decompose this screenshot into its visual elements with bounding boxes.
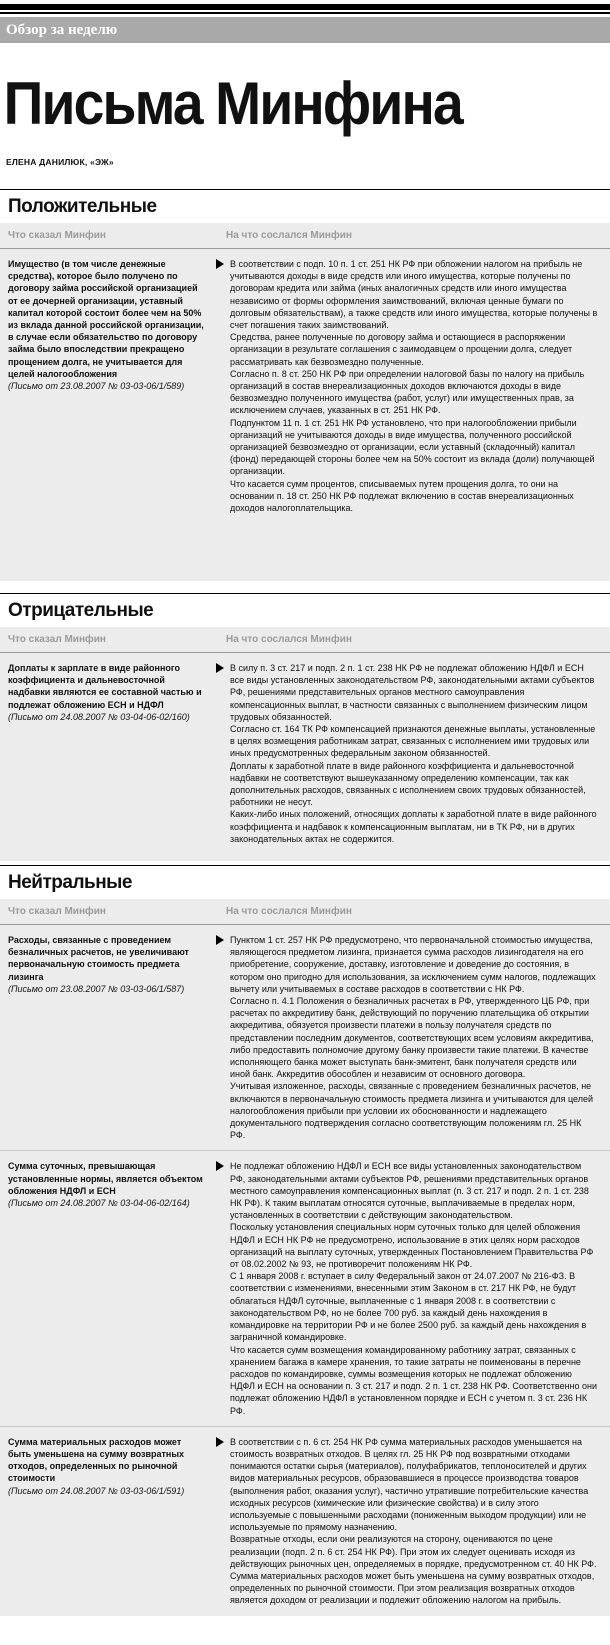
reference-paragraph: Доплаты к заработной плате в виде районного коэффициента и дальневосточной надбавки не соответствуют вышеуказанному определению компенсации, так как дополнительных расходов, связанных с исполнением своих трудовых обязанностей, работники не несут. — [230, 760, 586, 808]
entry-source: (Письмо от 24.08.2007 № 03-04-06-02/160) — [8, 711, 190, 722]
entry-summary — [0, 1436, 214, 1607]
section-negative — [0, 593, 610, 861]
column-headers — [0, 223, 610, 249]
reference-paragraph: В соответствии с п. 6 ст. 254 НК РФ сумма материальных расходов уменьшается на стоимость возвратных отходов. В целях гл. 25 НК РФ под возвратными отходами понимаются остатки сырья (материалов), полуфабрикатов, теплоносителей и других видов материальных ресурсов, образовавшиеся в процессе производства товаров (выполнения работ, оказания услуг), частично утратившие потребительские качества исходных ресурсов (химические или физические свойства) и в силу этого используемые с повышенными расходами (пониженным выходом продукции) или не используемые по прямому назначению. — [230, 1436, 589, 1533]
column-header-left: Что сказал Минфин — [8, 906, 106, 917]
arrow-right-icon — [216, 1437, 224, 1447]
reference-paragraph: Средства, ранее полученные по договору займа и остающиеся в распоряжении организации в результате соглашения с заимодавцем о прощении долга, следует рассматривать как безвозмездно полученные. — [230, 332, 573, 367]
column-headers — [0, 627, 610, 653]
reference-paragraph: Согласно п. 4.1 Положения о безналичных расчетах в РФ, утвержденного ЦБ РФ, при расчетах по аккредитиву банк, действующий по поручению плательщика об открытии аккредитива, обязуется произвести платежи в пользу получателя средств по представлении последним документов, соответствующих всем условиям аккредитива, либо предоставить полномочие другому банку произвести такие платежи. В качестве исполняющего банка может выступать банк-эмитент, банк получателя средств или иной банк. Аккредитив обособлен и независим от основного договора. — [230, 996, 594, 1080]
byline: ЕЛЕНА ДАНИЛЮК, «ЭЖ» — [6, 157, 114, 167]
arrow-right-icon — [216, 259, 224, 269]
arrow-right-icon — [216, 935, 224, 945]
column-header-left: Что сказал Минфин — [8, 230, 106, 241]
section-neutral — [0, 865, 610, 1616]
section-gap — [0, 581, 610, 593]
reference-paragraph: Согласно ст. 164 ТК РФ компенсацией признаются денежные выплаты, установленные в целях возмещения работникам затрат, связанных с исполнением ими трудовых или иных предусмотренных федеральным законом обязанностей. — [230, 724, 596, 759]
rubric-bar: Обзор за неделю — [0, 17, 610, 43]
entry-source: (Письмо от 23.08.2007 № 03-03-06/1/587) — [8, 983, 185, 994]
letter-entry — [0, 925, 610, 1151]
reference-paragraph: Учитывая изложенное, расходы, связанные с проведением безналичных расчетов, не включаются в первоначальную стоимость предмета лизинга и учитываются для целей налогообложения прибыли при условии их обоснованности и надлежащего документального подтверждения согласно соответствующим положениям гл. 25 НК РФ. — [230, 1081, 594, 1141]
reference-paragraph: В соответствии с подп. 10 п. 1 ст. 251 НК РФ при обложении налогом на прибыль не учитываются доходы в виде средств или иного имущества, которые получены по договорам кредита или займа (иных аналогичных средств или иного имущества независимо от формы оформления заимствований, включая ценные бумаги по долговым обязательствам), а также средств или иного имущества, которые получены в счет погашения таких заимствований. — [230, 259, 598, 331]
entry-reference — [214, 1436, 610, 1607]
reference-paragraph: Возвратные отходы, если они реализуются на сторону, оцениваются по цене реализации (подп. 2 п. 6 ст. 254 НК РФ). При этом их следует оценивать исходя из действующих рыночных цен, определяемых в порядке, предусмотренном ст. 40 НК РФ. — [230, 1534, 597, 1569]
entry-summary — [0, 934, 214, 1141]
reference-paragraph: Пунктом 1 ст. 257 НК РФ предусмотрено, что первоначальной стоимостью имущества, являющегося предметом лизинга, признается сумма расходов лизингодателя на его приобретение, сооружение, доставку, изготовление и доведение до состояния, в котором оно пригодно для использования, за исключением сумм налогов, подлежащих вычету или учитываемых в составе расходов в соответствии с НК РФ. — [230, 935, 596, 994]
reference-paragraph: Что касается сумм возмещения командированному работнику затрат, связанных с хранением багажа в камере хранения, то такие затраты не поименованы в перечне расходов по командировке, суммы возмещения которых не подлежат обложению НДФЛ и ЕСН на основании п. 3 ст. 217 и подп. 2 п. 1 ст. 238 НК РФ. Соответственно они подлежат обложению НДФЛ в установленном порядке и ЕСН с учетом п. 3 ст. 236 НК РФ. — [230, 1344, 598, 1416]
column-header-right: На что сослался Минфин — [226, 634, 352, 645]
section-positive — [0, 189, 610, 581]
top-rule-thin — [0, 12, 610, 14]
reference-paragraph: Согласно п. 8 ст. 250 НК РФ при определении налоговой базы по налогу на прибыль организаций в состав внереализационных доходов включаются доходы в виде безвозмездно полученного имущества (работ, услуг) или имущественных прав, за исключением случаев, указанных в ст. 251 НК РФ. — [230, 368, 585, 416]
column-header-right: На что сослался Минфин — [226, 906, 352, 917]
entry-reference — [214, 934, 610, 1141]
column-headers — [0, 899, 610, 925]
entry-claim: Доплаты к зарплате в виде районного коэффициента и дальневосточной надбавки являются ее составной частью и подлежат обложению ЕСН и НДФЛ — [8, 663, 202, 710]
section-body — [0, 899, 610, 1616]
section-title: Нейтральные — [0, 865, 610, 899]
letter-entry — [0, 1151, 610, 1426]
entry-summary — [0, 258, 214, 514]
entry-claim: Расходы, связанные с проведением безналичных расчетов, не увеличивают первоначальную стоимость предмета лизинга — [8, 935, 189, 982]
column-header-left: Что сказал Минфин — [8, 634, 106, 645]
entry-claim: Имущество (в том числе денежные средства), которое было получено по договору займа российской организацией от ее дочерней организации, уставный капитал которой состоит более чем на 50% из вклада данной российской организации, в случае если обязательство по договору займа было впоследствии прекращено прощением долга, не учитывается для целей налогообложения — [8, 259, 204, 379]
section-title: Отрицательные — [0, 593, 610, 627]
reference-paragraph: Поскольку установления специальных норм суточных только для целей обложения НДФЛ и ЕСН НК РФ не предусмотрено, использование в этих целях норм расходов организаций на выплату суточных, утвержденных Постановлением Правительства РФ от 08.02.2002 № 93, не противоречит положениям НК РФ. — [230, 1222, 594, 1270]
entry-claim: Сумма материальных расходов может быть уменьшена на сумму возвратных отходов, определенных по рыночной стоимости — [8, 1436, 185, 1484]
section-body — [0, 627, 610, 861]
entry-reference — [214, 1160, 610, 1416]
section-title: Положительные — [0, 189, 610, 223]
reference-paragraph: Каких-либо иных положений, относящих доплаты к заработной плате в виде районного коэффициента и надбавок к компенсационным выплатам, ни в ТК РФ, ни в других законодательных актах не содержится. — [230, 809, 597, 844]
entry-reference — [214, 662, 610, 845]
reference-paragraph: Подпунктом 11 п. 1 ст. 251 НК РФ установлено, что при налогообложении прибыли организаций не учитываются доходы в виде имущества, полученного российской организацией безвозмездно от организации, если уставный (складочный) капитал (фонд) передающей стороны более чем на 50% состоит из вклада (доли) получающей организации. — [230, 417, 595, 477]
entry-source: (Письмо от 24.08.2007 № 03-03-06/1/591) — [8, 1485, 185, 1496]
letter-entry — [0, 249, 610, 523]
entry-claim: Сумма суточных, превышающая установленные нормы, является объектом обложения НДФЛ и ЕСН — [8, 1161, 203, 1196]
page-title: Письма Минфина — [3, 70, 462, 137]
column-header-right: На что сослался Минфин — [226, 230, 352, 241]
top-rule — [0, 4, 610, 10]
reference-paragraph: Что касается сумм процентов, списываемых путем прощения долга, то они на основании п. 18 ст. 250 НК РФ подлежат включению в состав внереализационных доходов налогоплательщика. — [230, 478, 574, 514]
reference-paragraph: Не подлежат обложению НДФЛ и ЕСН все виды установленных законодательством РФ, законодательными актами субъектов РФ, решениями представительных органов местного самоуправления компенсационных выплат (п. 3 ст. 217 и подп. 2 п. 1 ст. 238 НК РФ). К таким выплатам относятся суточные, выплачиваемые в пределах норм, установленных в соответствии с действующим законодательством. — [230, 1161, 589, 1221]
entry-source: (Письмо от 24.08.2007 № 03-04-06-02/164) — [8, 1198, 190, 1209]
entry-source: (Письмо от 23.08.2007 № 03-03-06/1/589) — [8, 381, 185, 392]
letter-entry — [0, 1427, 610, 1616]
reference-paragraph: С 1 января 2008 г. вступает в силу Федеральный закон от 24.07.2007 № 216-ФЗ. В соответствии с изменениями, внесенными этим Законом в ст. 217 НК РФ, не будут облагаться НДФЛ суточные, выплаченные с 1 января 2008 г. в соответствии с законодательством РФ, но не более 700 руб. за каждый день нахождения в командировке на территории РФ и не более 2500 руб. за каждый день нахождения в заграничной командировке. — [230, 1271, 587, 1343]
arrow-right-icon — [216, 663, 224, 673]
section-body — [0, 223, 610, 581]
reference-paragraph: В силу п. 3 ст. 217 и подп. 2 п. 1 ст. 238 НК РФ не подлежат обложению НДФЛ и ЕСН все виды установленных законодательством РФ, законодательными актами субъектов РФ, решениями представительных органов местного самоуправления компенсационных выплат, в частности связанных с выполнением физическим лицом трудовых обязанностей. — [230, 663, 595, 722]
arrow-right-icon — [216, 1161, 224, 1171]
entry-summary — [0, 662, 214, 845]
entry-summary — [0, 1160, 214, 1416]
entry-reference — [214, 258, 610, 514]
reference-paragraph: Сумма материальных расходов может быть уменьшена на сумму возвратных отходов, определенных по рыночной стоимости. При этом реализация возвратных отходов является доходом от реализации и подлежит обложению налогом на прибыль. — [230, 1570, 595, 1606]
letter-entry — [0, 653, 610, 854]
